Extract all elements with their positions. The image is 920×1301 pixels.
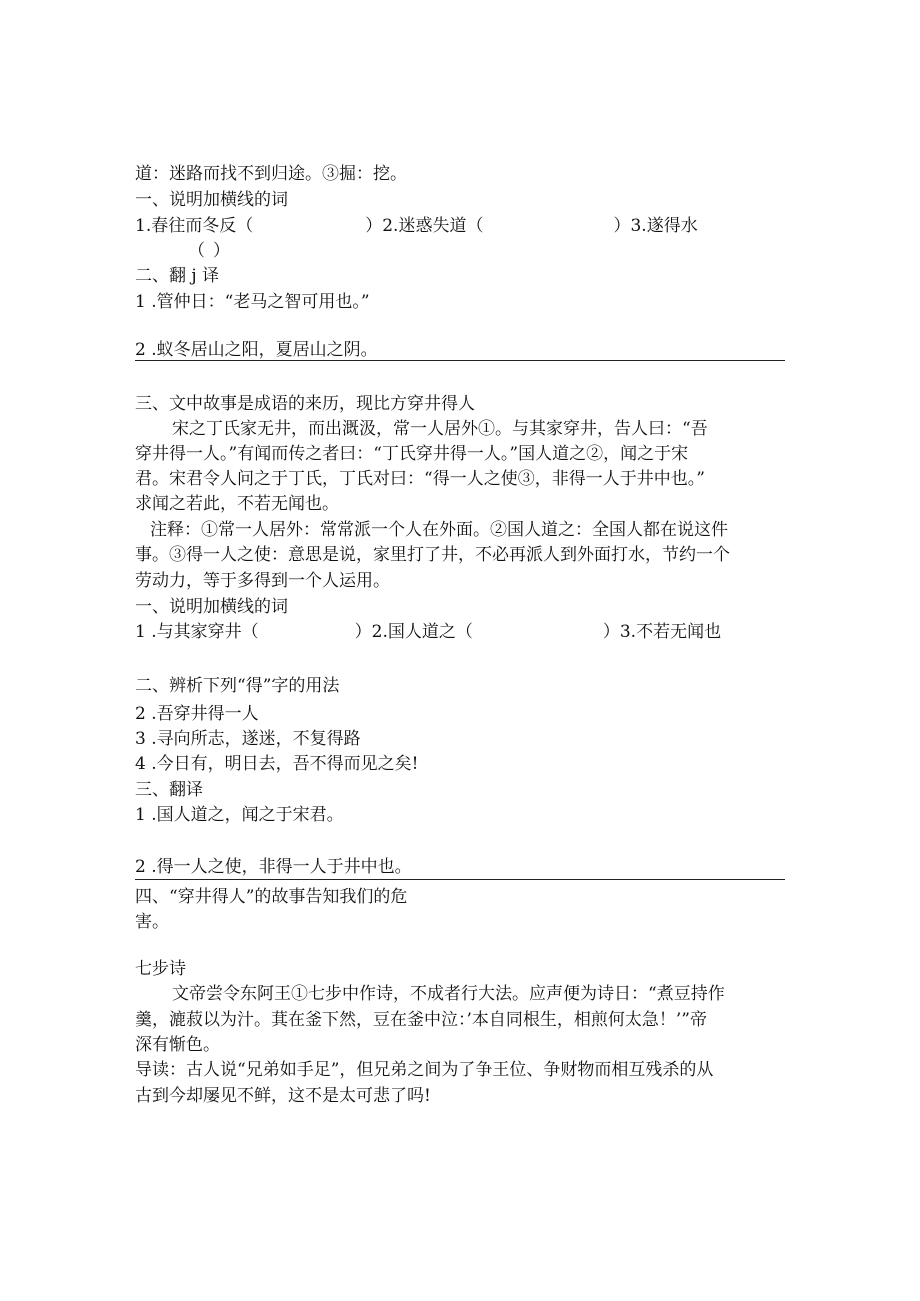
section-title-explain-words: 一、说明加横线的词 [135,190,288,210]
section-title-usage: 二、辨析下列“得”字的用法 [135,676,340,696]
close-paren: ） [213,241,230,261]
usage-item-1: 2 .吾穿井得一人 [135,704,259,724]
open-paren: （ [188,241,205,261]
question-1c: ）3.遂得水 [613,216,698,236]
translate-item-1: 1 .管仲日：“老马之智可用也。” [135,292,370,312]
divider-line-2 [135,879,785,880]
usage-item-3: 4 .今日有，明日去，吾不得而见之矣! [135,754,419,774]
story-line-3: 君。宋君令人问之于丁氏，丁氏对曰：“得一人之使③，非得一人于井中也。” [135,469,705,489]
note-tail: 道：迷路而找不到归途。③掘：挖。 [135,164,407,184]
story-line-2: 穿井得一人。”有闻而传之者曰：“丁氏穿井得一人。”国人道之②，闻之于宋 [135,444,689,464]
story-title: 三、文中故事是成语的来历，现比方穿井得人 [135,394,475,414]
poem-line-3: 深有惭色。 [135,1035,220,1055]
poem-title: 七步诗 [135,959,186,979]
question-1b: ）2.迷惑失道（ [365,216,484,236]
poem-line-2: 羹，漉菽以为汁。萁在釜下然，豆在釜中泣：’本自同根生，相煎何太急！’”帝 [135,1010,707,1030]
question-row-1 [135,214,698,238]
translate-item-4: 2 .得一人之使，非得一人于井中也。 [135,857,412,877]
usage-item-2: 3 .寻向所志，遂迷，不复得路 [135,729,361,749]
question-1a: 1.春往而冬反（ [135,216,254,236]
question-2a: 1 .与其家穿井（ [135,622,259,642]
translate-item-3: 1 .国人道之，闻之于宋君。 [135,805,344,825]
guide-line-1: 导读：古人说“兄弟如手足”，但兄弟之间为了争王位、争财物而相互残杀的从 [135,1060,714,1080]
divider-line [135,360,785,361]
section-title-translate: 二、翻 j 译 [135,266,220,286]
poem-line-1: 文帝尝令东阿王①七步中作诗，不成者行大法。应声便为诗日：“煮豆持作 [172,984,725,1004]
lesson-continuation: 害。 [135,912,169,932]
question-2b: ）2.国人道之（ [354,622,473,642]
notes-line-2: 事。③得一人之使：意思是说，家里打了井，不必再派人到外面打水，节约一个 [135,545,730,565]
section-title-explain-words-2: 一、说明加横线的词 [135,597,288,617]
question-2c: ）3.不若无闻也 [602,622,722,642]
guide-line-2: 古到今却屡见不鲜，这不是太可悲了吗! [135,1086,431,1106]
question-row-2 [135,620,721,644]
notes-line-3: 劳动力，等于多得到一个人运用。 [135,571,390,591]
notes-line-1: 注释：①常一人居外：常常派一个人在外面。②国人道之：全国人都在说这件 [150,520,728,540]
story-line-1: 宋之丁氏家无井，而出溉汲，常一人居外①。与其家穿井，告人曰：“吾 [172,419,708,439]
translate-item-2: 2 .蚁冬居山之阳，夏居山之阴。 [135,340,378,360]
section-title-lesson: 四、“穿井得人”的故事告知我们的危 [135,887,408,907]
story-line-4: 求闻之若此，不若无闻也。 [135,494,339,514]
section-title-translate-2: 三、翻译 [135,780,203,800]
answer-blank-3-row [188,239,230,263]
